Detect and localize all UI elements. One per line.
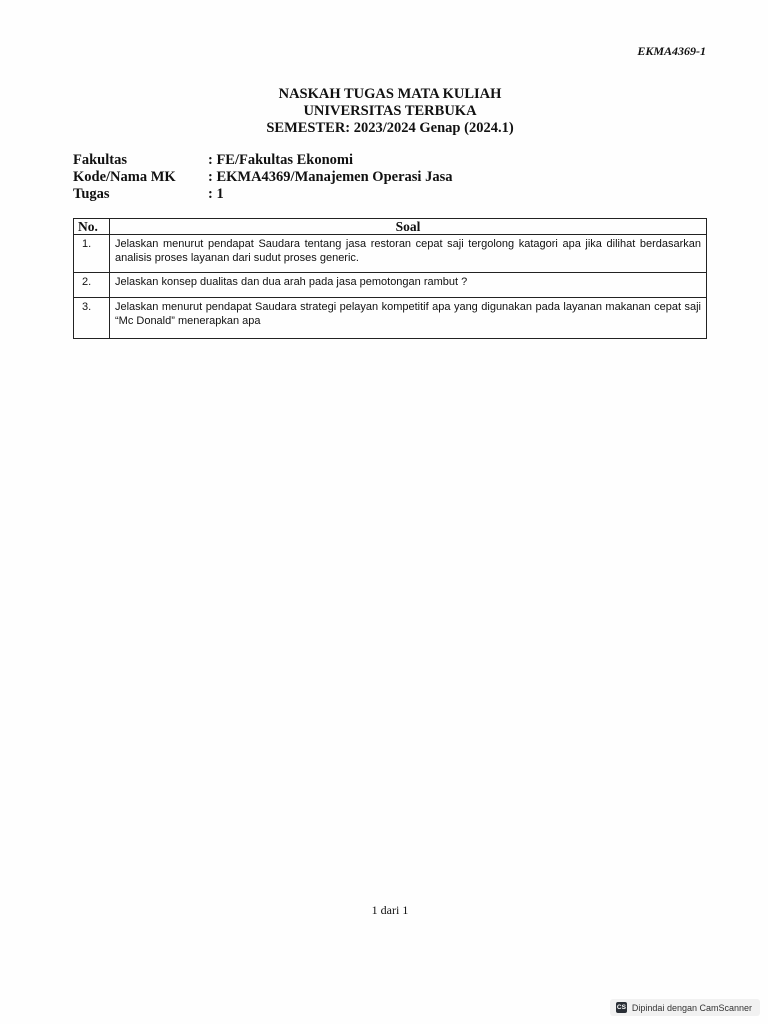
question-text: Jelaskan menurut pendapat Saudara strategi pelayan kompetitif apa yang digunakan pada layanan makanan cepat saji “Mc Donald” menerapkan apa bbox=[110, 298, 707, 339]
meta-label: Tugas bbox=[73, 186, 110, 202]
course-meta bbox=[73, 152, 452, 203]
table-row bbox=[74, 298, 707, 339]
title-line-3: SEMESTER: 2023/2024 Genap (2024.1) bbox=[266, 120, 514, 136]
meta-value: : 1 bbox=[208, 186, 224, 202]
title-line-2: UNIVERSITAS TERBUKA bbox=[303, 103, 477, 119]
meta-value: : FE/Fakultas Ekonomi bbox=[208, 152, 354, 168]
camscanner-label: Dipindai dengan CamScanner bbox=[631, 1002, 752, 1013]
table-header-row bbox=[74, 219, 707, 235]
meta-row-tugas bbox=[73, 186, 452, 203]
header-soal: Soal bbox=[110, 219, 707, 235]
document-code: EKMA4369-1 bbox=[637, 44, 706, 58]
meta-label: Fakultas bbox=[73, 152, 127, 168]
camscanner-watermark bbox=[610, 999, 760, 1016]
question-text: Jelaskan konsep dualitas dan dua arah pada jasa pemotongan rambut ? bbox=[110, 273, 707, 298]
camscanner-icon: CS bbox=[616, 1004, 626, 1011]
question-number: 1. bbox=[74, 235, 110, 273]
question-text: Jelaskan menurut pendapat Saudara tentang jasa restoran cepat saji tergolong katagori apa jika dilihat berdasarkan analisis proses layanan dari sudut proses generic. bbox=[110, 235, 707, 273]
header-no: No. bbox=[74, 219, 110, 235]
question-number: 3. bbox=[74, 298, 110, 339]
questions-table bbox=[73, 218, 707, 339]
table-row bbox=[74, 235, 707, 273]
meta-row-kode bbox=[73, 169, 452, 186]
page-number: 1 dari 1 bbox=[371, 903, 409, 917]
title-line-1: NASKAH TUGAS MATA KULIAH bbox=[278, 86, 502, 102]
document-title bbox=[0, 86, 768, 137]
meta-row-fakultas bbox=[73, 152, 452, 169]
table-row bbox=[74, 273, 707, 298]
question-number: 2. bbox=[74, 273, 110, 298]
meta-label: Kode/Nama MK bbox=[73, 169, 176, 185]
meta-value: : EKMA4369/Manajemen Operasi Jasa bbox=[208, 169, 453, 185]
